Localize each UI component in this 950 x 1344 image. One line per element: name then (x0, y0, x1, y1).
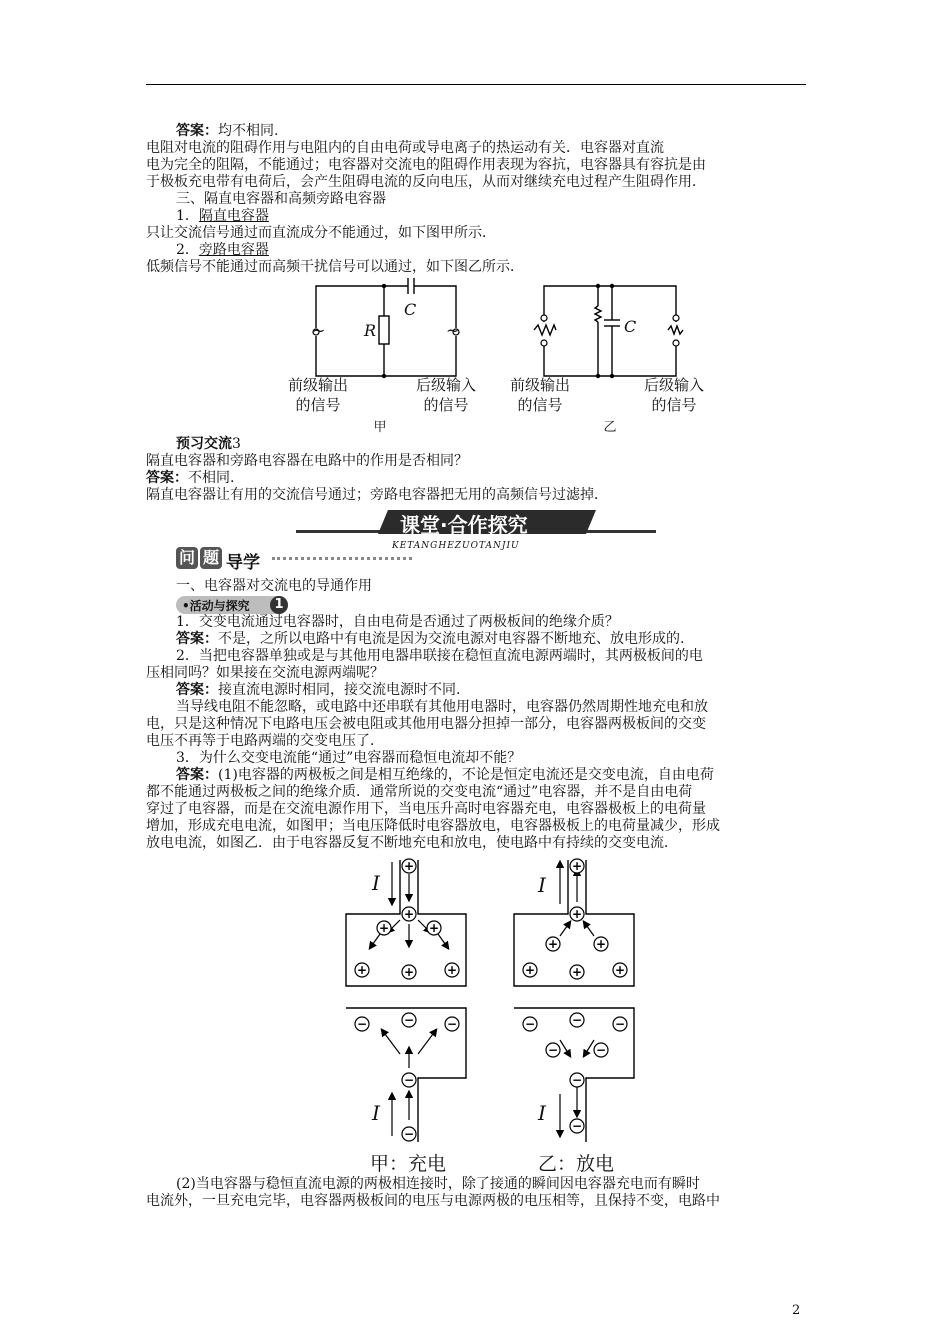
current-label-4: I (538, 1101, 546, 1125)
svg-text:+: + (403, 859, 415, 873)
preview-question: 隔直电容器和旁路电容器在电路中的作用是否相同？ (146, 453, 468, 469)
svg-text:−: − (614, 1017, 626, 1031)
right-input-label-2: 的信号 (517, 396, 563, 414)
text-line: 低频信号不能通过而高频干扰信号可以通过，如下图乙所示． (146, 259, 524, 275)
caption-charge: 甲：充电 (370, 1153, 447, 1175)
svg-text:−: − (571, 1013, 583, 1027)
question-3: 3．为什么交变电流能“通过”电容器而稳恒电流却不能？ (176, 750, 522, 766)
section-header-box-2: 题 (200, 547, 222, 569)
svg-text:+: + (403, 965, 415, 979)
text-line: 当导线电阻不能忽略，或电路中还串联有其他用电器时，电容器仍然周期性地充电和放 (176, 699, 708, 715)
subsection-title: 三、隔直电容器和高频旁路电容器 (176, 191, 386, 207)
text-line: 只让交流信号通过而直流成分不能通过，如下图甲所示． (146, 225, 496, 241)
capacitor-label-left: C (404, 300, 417, 319)
section-header-box-1: 问 (176, 547, 198, 569)
text-line: 电压不再等于电路两端的交变电压了． (146, 733, 384, 749)
text-line: 电为完全的阻隔，不能通过；电容器对交流电的阻碍作用表现为容抗，电容器具有容抗是由 (146, 157, 706, 173)
svg-text:−: − (571, 1119, 583, 1133)
page-number: 2 (792, 1303, 801, 1318)
text-line: (2)当电容器与稳恒直流电源的两极相连接时，除了接通的瞬间因电容器充电而有瞬时 (176, 1176, 700, 1192)
right-output-label-2: 的信号 (651, 396, 697, 414)
svg-text:+: + (571, 859, 583, 873)
svg-text:+: + (571, 907, 583, 921)
list-item: 1．隔直电容器 (176, 208, 269, 224)
svg-text:−: − (524, 1017, 536, 1031)
svg-text:+: + (571, 965, 583, 979)
svg-text:+: + (524, 963, 536, 977)
text-line: 于极板充电带有电荷后，会产生阻碍电流的反向电压，从而对继续充电过程产生阻碍作用． (146, 174, 706, 190)
preview-title: 预习交流3 (176, 436, 241, 452)
svg-text:−: − (403, 1013, 415, 1027)
svg-text:−: − (403, 1073, 415, 1087)
svg-text:−: − (595, 1043, 607, 1057)
left-input-label: 前级输出 (287, 376, 349, 394)
question-2-cont: 压相同吗？如果接在交流电源两端呢？ (146, 665, 384, 681)
text-line: 电流外，一旦充电完毕，电容器两极板间的电压与电源两极的电压相等，且保持不变，电路中 (146, 1193, 720, 1209)
svg-text:+: + (595, 937, 607, 951)
activity-number: 1 (270, 596, 288, 614)
svg-text:+: + (428, 921, 440, 935)
left-output-label: 后级输入 (415, 376, 477, 394)
list-item: 2．旁路电容器 (176, 242, 269, 258)
current-label-1: I (372, 871, 380, 895)
section-header-text: 导学 (226, 553, 260, 573)
text-line: 穿过了电容器，而是在交流电源作用下，当电压升高时电容器充电，电容器极板上的电荷量 (146, 801, 706, 817)
svg-text:−: − (403, 1127, 415, 1141)
banner-title: 课堂·合作探究 (400, 513, 528, 537)
current-label-3: I (372, 1101, 380, 1125)
question-2: 2．当把电容器单独或是与其他用电器串联接在稳恒直流电源两端时，其两极板间的电 (176, 648, 703, 664)
svg-text:+: + (356, 963, 368, 977)
capacitor-label-right: C (624, 317, 637, 336)
preview-answer: 答案：不相同. (146, 470, 235, 486)
text-line: 都不能通过两极板之间的绝缘介质．通常所说的交变电流“通过”电容器，并不是自由电荷 (146, 784, 693, 800)
svg-text:+: + (547, 937, 559, 951)
question-1: 1．交变电流通过电容器时，自由电荷是否通过了两极板间的绝缘介质？ (176, 614, 619, 630)
activity-label: •活动与探究 (182, 599, 250, 613)
section-title: 一、电容器对交流电的导通作用 (176, 578, 372, 594)
text-line: 放电电流，如图乙．由于电容器反复不断地充电和放电，使电路中有持续的交变电流． (146, 835, 678, 851)
answer-3: 答案：(1)电容器的两极板之间是相互绝缘的，不论是恒定电流还是交变电流，自由电荷 (176, 767, 714, 783)
current-label-2: I (538, 873, 546, 897)
answer-line: 答案：均不相同. (176, 123, 279, 139)
answer-2: 答案：接直流电源时相同，接交流电源时不同. (176, 682, 461, 698)
svg-text:+: + (614, 963, 626, 977)
ac-output-symbol: ~ (446, 321, 460, 340)
caption-jia: 甲 (373, 420, 387, 435)
ac-source-symbol: ~ (312, 321, 326, 340)
answer-1: 答案：不是，之所以电路中有电流是因为交流电源对电容器不断地充、放电形成的. (176, 631, 685, 647)
preview-explanation: 隔直电容器让有用的交流信号通过；旁路电容器把无用的高频信号过滤掉． (146, 487, 608, 503)
text-line: 增加，形成充电电流，如图甲；当电压降低时电容器放电，电容器极板上的电荷量减少，形成 (146, 818, 720, 834)
svg-text:−: − (356, 1017, 368, 1031)
right-output-label: 后级输入 (643, 376, 705, 394)
text-line: 电阻对电流的阻碍作用与电阻内的自由电荷或导电离子的热运动有关．电容器对直流 (146, 140, 664, 156)
banner-pinyin: KETANGHEZUOTANJIU (392, 541, 520, 551)
svg-text:+: + (446, 963, 458, 977)
svg-text:−: − (547, 1043, 559, 1057)
right-input-label: 前级输出 (509, 376, 571, 394)
svg-text:−: − (446, 1017, 458, 1031)
caption-discharge: 乙：放电 (538, 1153, 615, 1175)
left-input-label-2: 的信号 (295, 396, 341, 414)
svg-text:+: + (403, 907, 415, 921)
svg-text:+: + (378, 921, 390, 935)
text-line: 电，只是这种情况下电路电压会被电阻或其他用电器分担掉一部分，电容器两极板间的交变 (146, 716, 706, 732)
caption-yi: 乙 (603, 420, 617, 435)
left-output-label-2: 的信号 (423, 396, 469, 414)
resistor-label: R (364, 321, 377, 340)
svg-text:−: − (571, 1073, 583, 1087)
